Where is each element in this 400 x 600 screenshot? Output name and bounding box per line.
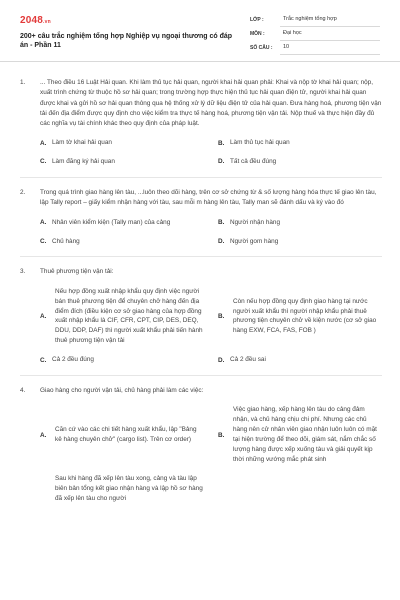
- question-text: ... Theo điều 16 Luật Hải quan. Khi làm thủ tục hải quan, người khai hải quan phải: Khai và nộp tờ khai hải quan; nộp, xuất trình chứng từ thuộc hồ sơ hải quan; trong trường hợp thực hiện thủ tục hải quan điện tử, người khai hải quan được khai và gửi hồ sơ hải quan thông qua hệ thống xử lý dữ liệu điện tử của hải quan. Đưa hàng hoá, phương tiện vận tải đến địa điểm được quy định cho việc kiểm tra thực tế hàng hoá, phương tiện vận tải. Nộp thuế và thực hiện đầy đủ các nghĩa vụ tài chính khác theo quy định của pháp luật.: [40, 79, 382, 127]
- answer-option[interactable]: [40, 157, 204, 167]
- answer-option[interactable]: [218, 287, 382, 347]
- answer-text: Còn nếu hợp đồng quy định giao hàng tại nước người xuất khẩu thì người nhập khẩu phải thuê phương tiện chuyên chở về kiện nước (cơ sở giao hàng EXW, FCA, FAS, FOB ): [233, 297, 377, 335]
- meta-subject-value: Đại học: [280, 30, 380, 41]
- answer-text: Người nhận hàng: [230, 218, 281, 226]
- answer-option[interactable]: [218, 237, 382, 247]
- question-item: [20, 267, 382, 376]
- answer-letter: D.: [218, 237, 225, 245]
- answer-options: [40, 218, 382, 247]
- page-header: [0, 0, 400, 62]
- answer-text: Cả 2 đều sai: [230, 356, 266, 364]
- answer-options: [40, 287, 382, 365]
- answer-letter: B.: [218, 139, 225, 147]
- answer-letter: A.: [40, 431, 47, 439]
- answer-option[interactable]: [218, 355, 382, 365]
- meta-class-label: LỚP :: [250, 17, 264, 24]
- answer-option[interactable]: [40, 237, 204, 247]
- meta-subject-row: [250, 28, 380, 42]
- answer-text: Làm tờ khai hải quan: [52, 139, 112, 147]
- answer-option[interactable]: [40, 355, 204, 365]
- answer-text: Việc giao hàng, xếp hàng lên tàu do cảng đảm nhận, và chủ hàng chịu chi phí. Nhưng các chủ hàng nên cử nhân viên giao nhận luôn luôn có mặt tại hiện trường để theo dõi, giám sát, nắm chắc số lượng hàng được xếp xuống tàu và giải quyết kịp thời những vướng mắc phát sinh: [233, 406, 377, 463]
- answer-text: Làm thủ tục hải quan: [230, 139, 290, 147]
- question-text: Giao hàng cho người vận tải, chủ hàng phải làm các việc:: [40, 387, 204, 395]
- answer-letter: A.: [40, 312, 47, 320]
- answer-letter: D.: [218, 158, 225, 166]
- site-logo[interactable]: 2048.vn: [20, 15, 51, 26]
- meta-count-value: 10: [280, 44, 380, 55]
- answer-option[interactable]: [218, 138, 382, 148]
- document-title: 200+ câu trắc nghiệm tổng hợp Nghiệp vụ ngoại thương có đáp án - Phần 11: [20, 33, 233, 50]
- question-text: Thuê phương tiện vận tải:: [40, 268, 114, 276]
- answer-letter: B.: [218, 312, 225, 320]
- answer-text: Nếu hợp đồng xuất nhập khẩu quy định việc người bán thuê phương tiện để chuyên chở hàng đến địa điểm đích (điều kiện cơ sở giao hàng của hợp đồng xuất nhập khẩu là CIF, CFR, CPT, CIP, DES, DEQ, DDU, DDP, DAF) thì người xuất khẩu phải tiến hành thuê phương tiện vận tải: [55, 287, 203, 345]
- meta-class-value: Trắc nghiệm tổng hợp: [280, 16, 380, 27]
- meta-count-label: SỐ CÂU :: [250, 45, 273, 52]
- answer-option[interactable]: [40, 218, 204, 228]
- answer-text: Cả 2 đều đúng: [52, 356, 94, 364]
- question-list: [20, 78, 382, 524]
- answer-option[interactable]: [40, 474, 204, 504]
- question-number: 3.: [20, 268, 26, 276]
- document-meta: [250, 14, 380, 56]
- answer-letter: B.: [218, 218, 225, 226]
- answer-letter: C.: [40, 356, 47, 364]
- answer-options: [40, 405, 382, 503]
- question-number: 1.: [20, 79, 26, 86]
- meta-count-row: [250, 42, 380, 56]
- question-number: 4.: [20, 387, 26, 395]
- answer-letter: B.: [218, 431, 225, 439]
- answer-letter: D.: [218, 356, 225, 364]
- meta-subject-label: MÔN :: [250, 31, 265, 38]
- answer-letter: A.: [40, 218, 47, 226]
- question-item: [20, 78, 382, 178]
- question-item: [20, 188, 382, 257]
- answer-text: Nhân viên kiểm kiện (Tally man) của cảng: [52, 218, 171, 226]
- answer-letter: C.: [40, 158, 47, 166]
- answer-options: [40, 138, 382, 167]
- answer-option[interactable]: [40, 405, 204, 465]
- answer-option[interactable]: [40, 138, 204, 148]
- answer-text: Làm đăng ký hải quan: [52, 158, 115, 166]
- answer-text: Người gom hàng: [230, 237, 279, 245]
- answer-letter: A.: [40, 139, 47, 147]
- answer-letter: C.: [40, 237, 47, 245]
- answer-text: Căn cứ vào các chi tiết hàng xuất khẩu, lập "Bảng kê hàng chuyên chở" (cargo list). Trên cơ order): [55, 426, 197, 444]
- answer-option[interactable]: [218, 405, 382, 465]
- question-item: [20, 386, 382, 514]
- answer-option[interactable]: [218, 157, 382, 167]
- meta-class-row: [250, 14, 380, 28]
- answer-text: Sau khi hàng đã xếp lên tàu xong, cảng và tàu lập biên bản tổng kết giao nhận hàng và lập hồ sơ hàng đã xếp lên tàu cho người: [55, 474, 203, 502]
- answer-text: Tất cả đều đúng: [230, 158, 277, 166]
- answer-option[interactable]: [218, 218, 382, 228]
- answer-option[interactable]: [40, 287, 204, 347]
- answer-text: Chủ hàng: [52, 237, 80, 245]
- question-text: Trong quá trình giao hàng lên tàu, ...luôn theo dõi hàng, trên cơ sở chứng từ & số lượng hàng hóa thực tế giao lên tàu, lập Tally report – giấy kiểm nhận hàng với tàu, sau mỗi m hàng lên tàu, Tally man sẽ đánh dấu và ký vào đó: [40, 189, 377, 207]
- question-number: 2.: [20, 189, 26, 197]
